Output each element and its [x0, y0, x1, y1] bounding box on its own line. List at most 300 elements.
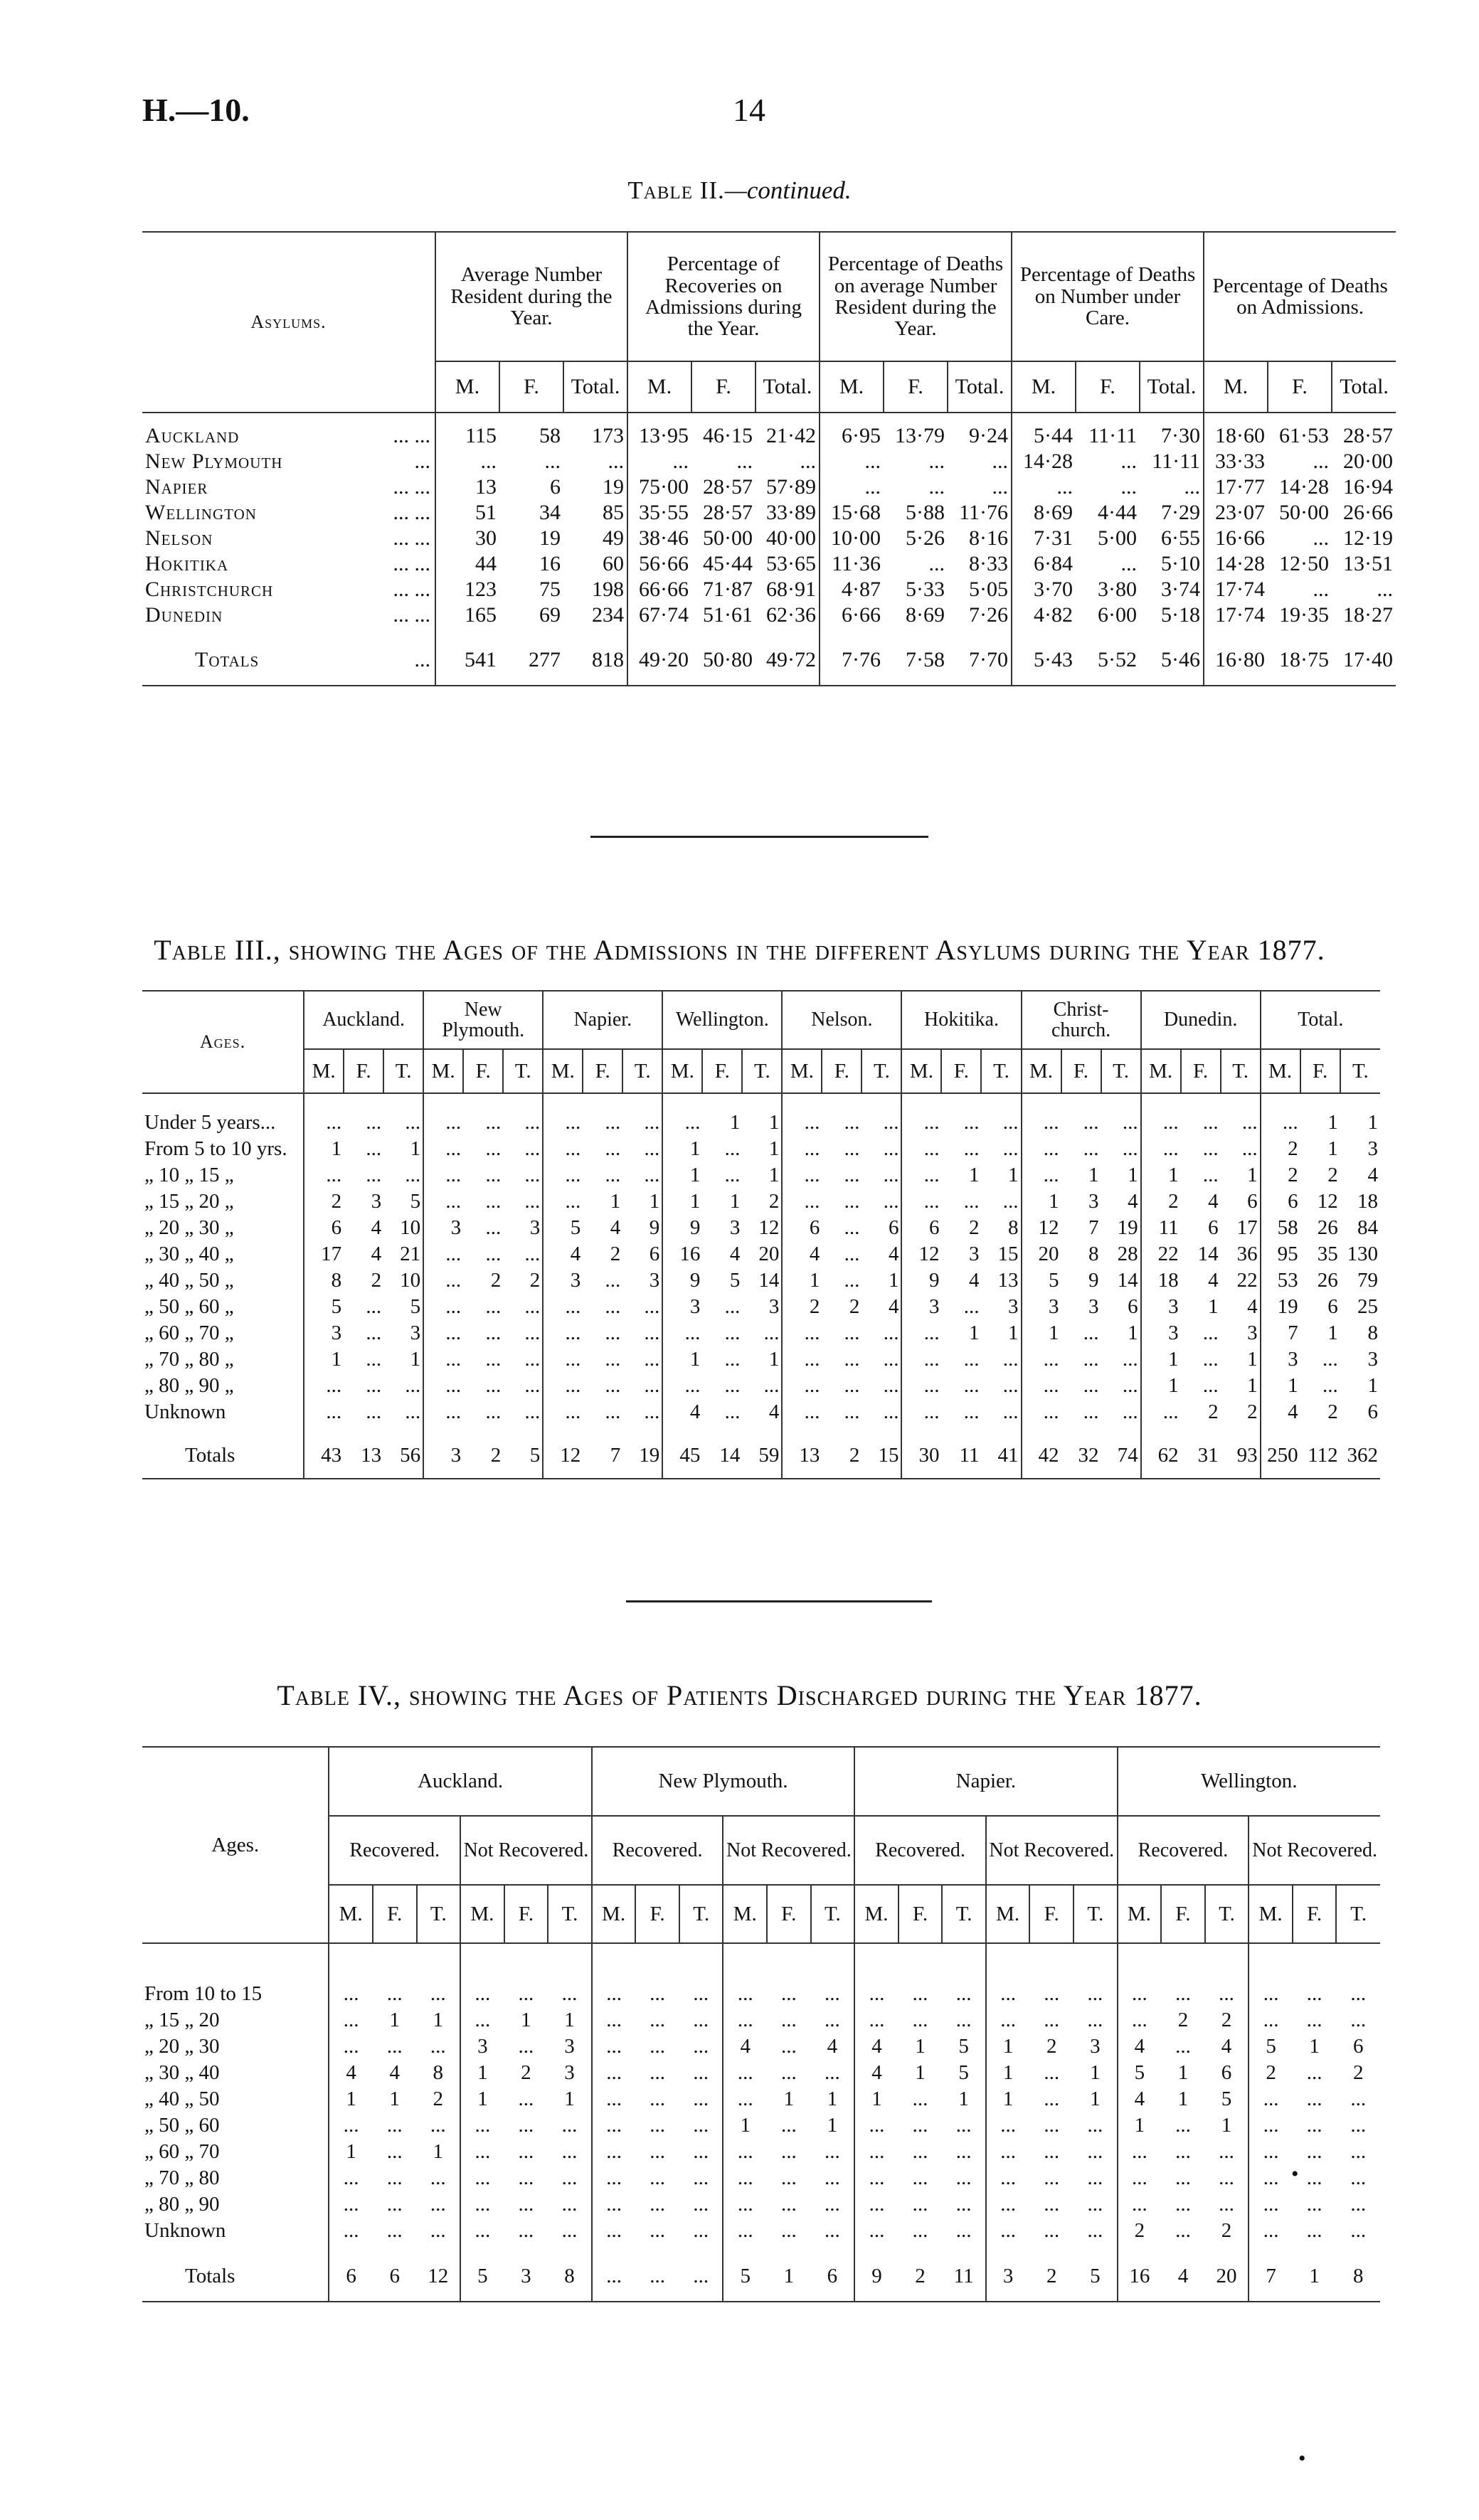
value-cell: 12	[901, 1241, 941, 1267]
total-cell: 1	[767, 2244, 811, 2302]
value-cell: ...	[723, 2165, 767, 2191]
age-label: „ 50 „ 60 „	[144, 1295, 234, 1318]
asylum-header: Christ-church.	[1022, 991, 1141, 1049]
value-cell: 2	[1249, 2060, 1293, 2086]
total-cell: 12	[543, 1425, 583, 1479]
asylum-header: Napier.	[543, 991, 662, 1049]
value-cell: ...	[782, 1320, 822, 1346]
value-cell: ...	[518, 2114, 534, 2137]
value-cell: 3	[901, 1294, 941, 1320]
leader-dots: ...	[414, 648, 430, 671]
value-cell: ...	[963, 1374, 980, 1397]
value-cell: ...	[650, 1982, 666, 2005]
total-cell: 74	[1101, 1425, 1141, 1479]
subheader-cell: T.	[862, 1049, 901, 1093]
total-cell: 2	[1029, 2244, 1074, 2302]
asylum-name	[142, 526, 435, 551]
subheader-cell: M.	[1141, 1049, 1181, 1093]
value-cell: 2	[1208, 1400, 1219, 1423]
subheader-cell: F.	[822, 1049, 862, 1093]
subheader-cell: M.	[1012, 361, 1076, 413]
value-cell: ...	[1175, 1982, 1191, 2005]
value-cell: 4	[543, 1241, 583, 1267]
value-cell: ...	[592, 2033, 636, 2060]
value-cell: ...	[955, 2140, 972, 2163]
value-cell: ...	[650, 2140, 666, 2163]
subheader-cell: F.	[583, 1049, 622, 1093]
value-cell: 1	[1177, 2061, 1189, 2084]
value-cell: ...	[1141, 1399, 1181, 1425]
value-cell: ...	[1044, 2167, 1060, 2189]
subheader-cell: M.	[1249, 1885, 1293, 1943]
value-cell: 5	[304, 1294, 344, 1320]
value-cell: 67·74	[627, 602, 691, 628]
value-cell: 69	[539, 603, 561, 627]
value-cell: 18	[1357, 1190, 1378, 1213]
asylum-header: Auckland.	[329, 1747, 591, 1816]
value-cell: ...	[524, 1295, 541, 1318]
status-header: Not Recovered.	[1249, 1816, 1380, 1885]
value-cell: 4	[827, 2035, 838, 2058]
total-cell: 362	[1340, 1425, 1380, 1479]
value-cell: 1	[329, 2139, 373, 2165]
table-row	[142, 526, 1396, 551]
value-cell: ...	[524, 1111, 541, 1134]
value-cell: ...	[1322, 1348, 1338, 1371]
age-label: „ 50 „ 60	[144, 2114, 220, 2137]
value-cell: 1	[1088, 1164, 1099, 1186]
value-cell: ...	[329, 1943, 373, 2007]
value-cell: 51·61	[703, 603, 753, 627]
value-cell: 6	[649, 1243, 660, 1265]
value-cell: ...	[518, 1982, 534, 2005]
age-label: „ 30 „ 40	[144, 2061, 220, 2084]
value-cell: 6	[1261, 1189, 1300, 1215]
asylum-name	[142, 474, 435, 500]
value-cell: ...	[724, 1400, 741, 1423]
asylum-name	[142, 413, 435, 449]
value-cell: ...	[763, 1374, 780, 1397]
value-cell: ...	[854, 2007, 898, 2033]
total-cell: 17·40	[1332, 628, 1396, 686]
table-row	[142, 2218, 1380, 2244]
value-cell: 14·28	[1204, 551, 1268, 577]
subheader-cell: M.	[820, 361, 884, 413]
value-cell: 21	[400, 1243, 421, 1265]
total-cell: ...	[679, 2244, 723, 2302]
value-cell: 16·94	[1343, 475, 1394, 499]
totals-label: Totals	[142, 1425, 304, 1479]
value-cell: ...	[883, 1322, 899, 1344]
value-cell: ...	[854, 2191, 898, 2218]
value-cell: 8	[1367, 1322, 1378, 1344]
value-cell: 1	[1008, 1164, 1019, 1186]
table-row	[142, 2033, 1380, 2060]
value-cell: ...	[963, 1295, 980, 1318]
value-cell: 1	[1309, 2035, 1320, 2058]
value-cell: ...	[782, 1162, 822, 1189]
value-cell: ...	[1350, 1982, 1367, 2005]
value-cell: 5	[410, 1190, 421, 1213]
value-cell: ...	[485, 1111, 502, 1134]
table-row	[142, 2086, 1380, 2112]
total-cell: 16·80	[1204, 628, 1268, 686]
value-cell: ...	[405, 1111, 421, 1134]
table-row	[142, 1399, 1380, 1425]
value-cell: ...	[485, 1243, 502, 1265]
value-cell: 8	[304, 1267, 344, 1294]
value-cell: 11·11	[1088, 424, 1138, 447]
value-cell: ...	[543, 1346, 583, 1373]
leader-dots: ... ...	[393, 552, 430, 575]
value-cell: ...	[1087, 2219, 1103, 2242]
subheader-cell: F.	[941, 1049, 981, 1093]
value-cell: 60	[603, 552, 624, 575]
value-cell: ...	[1044, 1982, 1060, 2005]
value-cell: ...	[304, 1162, 344, 1189]
value-cell: 1	[986, 2033, 1030, 2060]
value-cell: ...	[423, 1294, 463, 1320]
age-label: „ 80 „ 90 „	[144, 1374, 234, 1397]
value-cell: ...	[1083, 1111, 1099, 1134]
asylum-header: Auckland.	[304, 991, 423, 1049]
value-cell: ...	[1012, 474, 1076, 500]
value-cell: 1	[723, 2112, 767, 2139]
value-cell: 66·66	[627, 577, 691, 602]
value-cell: 1	[662, 1189, 702, 1215]
value-cell: ...	[1175, 2140, 1191, 2163]
total-cell: 112	[1300, 1425, 1340, 1479]
subheader-cell: Total.	[1332, 361, 1396, 413]
value-cell: 18·27	[1343, 603, 1394, 627]
value-cell: 4	[854, 2033, 898, 2060]
value-cell: 6	[1352, 2035, 1364, 2058]
value-cell: 8·69	[1012, 500, 1076, 526]
value-cell: 3	[968, 1243, 980, 1265]
value-cell: 18·60	[1204, 413, 1268, 449]
age-label: „ 40 „ 50 „	[144, 1269, 234, 1292]
value-cell: 30	[435, 526, 499, 551]
value-cell: 13	[435, 474, 499, 500]
totals-row	[142, 628, 1396, 686]
value-cell: ...	[724, 1137, 741, 1160]
value-cell: ...	[854, 2218, 898, 2244]
value-cell: ...	[1083, 1374, 1099, 1397]
value-cell: 2	[433, 2088, 444, 2110]
value-cell: 58	[1261, 1215, 1300, 1241]
value-cell: 7·26	[969, 603, 1009, 627]
subheader-cell: Total.	[948, 361, 1012, 413]
age-label: „ 60 „ 70 „	[144, 1322, 234, 1344]
table3	[142, 990, 1380, 1479]
value-cell: 57·89	[766, 475, 817, 499]
value-cell: ...	[844, 1190, 860, 1213]
value-cell: ...	[423, 1093, 463, 1136]
value-cell: ...	[912, 2088, 928, 2110]
value-cell: 6	[1208, 1216, 1219, 1239]
value-cell: 40·00	[766, 526, 817, 550]
value-cell: 1	[389, 2009, 400, 2031]
value-cell: ...	[825, 2140, 840, 2163]
value-cell: 22	[1236, 1269, 1258, 1292]
value-cell: ...	[423, 1136, 463, 1162]
value-cell: 17	[1236, 1216, 1258, 1239]
value-cell: ...	[386, 2193, 403, 2216]
value-cell: 11·76	[959, 501, 1009, 524]
value-cell: 5·05	[969, 578, 1009, 601]
value-cell: ...	[1306, 2088, 1322, 2110]
value-cell: 5·33	[906, 578, 945, 601]
value-cell: 1	[827, 2088, 838, 2110]
total-cell: 16	[1118, 2244, 1162, 2302]
value-cell: ...	[386, 2140, 403, 2163]
value-cell: ...	[723, 2086, 767, 2112]
value-cell: 61·53	[1279, 424, 1330, 447]
value-cell: ...	[1241, 1111, 1258, 1134]
value-cell: 4	[1118, 2086, 1162, 2112]
value-cell: ...	[485, 1400, 502, 1423]
value-cell: 71·87	[703, 578, 753, 601]
value-cell: 3	[460, 2033, 504, 2060]
value-cell: ...	[780, 2140, 797, 2163]
value-cell: ...	[650, 2193, 666, 2216]
value-cell: 2	[768, 1190, 780, 1213]
subheader-cell: F.	[1161, 1885, 1205, 1943]
value-cell: 1	[662, 1136, 702, 1162]
age-label: Unknown	[144, 1400, 226, 1423]
subheader-cell: T.	[1101, 1049, 1141, 1093]
value-cell: ...	[423, 1373, 463, 1399]
asylum-header: Total.	[1261, 991, 1380, 1049]
value-cell: ...	[1249, 2165, 1293, 2191]
value-cell: 9	[649, 1216, 660, 1239]
table3-caption: Table III., showing the Ages of the Admissions in the different Asylums during the Year 1877.	[154, 934, 1325, 966]
value-cell: 3	[1367, 1137, 1378, 1160]
value-cell: 8·69	[906, 603, 945, 627]
value-cell: 51	[435, 500, 499, 526]
value-cell: ...	[1306, 2061, 1322, 2084]
status-header: Not Recovered.	[460, 1816, 592, 1885]
value-cell: 4	[888, 1295, 899, 1318]
value-cell: ...	[844, 1374, 860, 1397]
asylum-label: Dunedin	[145, 603, 223, 627]
value-cell: ...	[1002, 1400, 1019, 1423]
value-cell: ...	[780, 2114, 797, 2137]
value-cell: 1	[1367, 1374, 1378, 1397]
value-cell: ...	[825, 1982, 840, 2005]
total-cell: ...	[592, 2244, 636, 2302]
value-cell: ...	[423, 1320, 463, 1346]
asylum-label: Napier	[145, 475, 208, 499]
value-cell: 1	[1090, 2061, 1101, 2084]
value-cell: ...	[780, 2193, 797, 2216]
subheader-cell: M.	[782, 1049, 822, 1093]
total-cell: 7	[1249, 2244, 1293, 2302]
age-label: „ 70 „ 80	[144, 2167, 220, 2189]
value-cell: ...	[329, 2112, 373, 2139]
asylum-name	[142, 449, 435, 474]
value-cell: ...	[825, 2193, 840, 2216]
value-cell: ...	[844, 1322, 860, 1344]
asylum-header: Wellington.	[662, 991, 782, 1049]
value-cell: 14·28	[1012, 449, 1076, 474]
value-cell: ...	[1141, 1093, 1181, 1136]
value-cell: ...	[1219, 2140, 1234, 2163]
value-cell: ...	[1202, 1137, 1219, 1160]
group-header: Percentage of Deaths on average Number Resident during the Year.	[820, 232, 1012, 361]
value-cell: 44	[435, 551, 499, 577]
value-cell: 16	[539, 552, 561, 575]
table-row	[142, 1943, 1380, 2007]
value-cell: ...	[693, 2140, 709, 2163]
value-cell: 2	[1141, 1189, 1181, 1215]
value-cell: ...	[1306, 2009, 1322, 2031]
value-cell: ...	[518, 2035, 534, 2058]
value-cell: 198	[592, 578, 624, 601]
value-cell: ...	[693, 2088, 709, 2110]
value-cell: ...	[518, 2193, 534, 2216]
value-cell: ...	[650, 2219, 666, 2242]
subheader-row	[142, 1049, 1380, 1093]
total-cell: 9	[854, 2244, 898, 2302]
value-cell: 2	[1247, 1400, 1258, 1423]
value-cell: 85	[603, 501, 624, 524]
value-cell: ...	[883, 1374, 899, 1397]
value-cell: ...	[1118, 2165, 1162, 2191]
age-label: „ 70 „ 80 „	[144, 1348, 234, 1371]
value-cell: ...	[844, 1400, 860, 1423]
value-cell: 53	[1261, 1267, 1300, 1294]
value-cell: ...	[901, 1399, 941, 1425]
value-cell: ...	[304, 1373, 344, 1399]
value-cell: 7·30	[1161, 424, 1201, 447]
value-cell: 5·18	[1161, 603, 1201, 627]
value-cell: ...	[435, 449, 499, 474]
value-cell: 12	[758, 1216, 780, 1239]
age-label: „ 20 „ 30	[144, 2035, 220, 2058]
table-row	[142, 2191, 1380, 2218]
value-cell: 11·11	[1152, 450, 1201, 473]
value-cell: 4	[662, 1399, 702, 1425]
value-cell: ...	[423, 1241, 463, 1267]
value-cell: ...	[1261, 1093, 1300, 1136]
subheader-cell: M.	[423, 1049, 463, 1093]
value-cell: 6	[782, 1215, 822, 1241]
value-cell: 45·44	[703, 552, 753, 575]
value-cell: 2	[1221, 2009, 1232, 2031]
value-cell: 17·77	[1204, 474, 1268, 500]
value-cell: ...	[1022, 1162, 1061, 1189]
value-cell: 12·50	[1279, 552, 1330, 575]
value-cell: ...	[1249, 2191, 1293, 2218]
value-cell: 2	[849, 1295, 860, 1318]
value-cell: 1	[329, 2086, 373, 2112]
value-cell: ...	[825, 2167, 840, 2189]
value-cell: 9	[662, 1215, 702, 1241]
subheader-cell: F.	[373, 1885, 417, 1943]
age-label: „ 40 „ 50	[144, 2088, 220, 2110]
value-cell: 4	[723, 2033, 767, 2060]
value-cell: 1	[768, 1111, 780, 1134]
value-cell: ...	[524, 1243, 541, 1265]
value-cell: ...	[1377, 578, 1394, 601]
value-cell: 3	[1247, 1322, 1258, 1344]
value-cell: 4	[1208, 1190, 1219, 1213]
value-cell: 19	[539, 526, 561, 550]
subheader-cell: M.	[1204, 361, 1268, 413]
total-cell: 8	[1336, 2244, 1380, 2302]
total-cell: 31	[1181, 1425, 1221, 1479]
value-cell: ...	[644, 1137, 660, 1160]
value-cell: ...	[1249, 2139, 1293, 2165]
value-cell: ...	[605, 1164, 621, 1186]
total-cell: 20	[1205, 2244, 1249, 2302]
value-cell: 8·33	[969, 552, 1009, 575]
value-cell: ...	[1022, 1399, 1061, 1425]
status-header: Not Recovered.	[986, 1816, 1118, 1885]
value-cell: ...	[1044, 2114, 1060, 2137]
value-cell: ...	[1350, 2088, 1367, 2110]
total-cell: 50·80	[691, 628, 756, 686]
total-cell: 7·76	[820, 628, 884, 686]
value-cell: 5·88	[906, 501, 945, 524]
value-cell: 3	[1088, 1190, 1099, 1213]
value-cell: 115	[435, 413, 499, 449]
totals-row	[142, 2244, 1380, 2302]
value-cell: ...	[1219, 2167, 1234, 2189]
leader-dots: ... ...	[393, 424, 430, 447]
subheader-cell: T.	[622, 1049, 662, 1093]
value-cell: ...	[724, 1374, 741, 1397]
table-row	[142, 1346, 1380, 1373]
value-cell: 1	[460, 2086, 504, 2112]
value-cell: ...	[723, 2191, 767, 2218]
value-cell: ...	[1122, 1111, 1138, 1134]
value-cell: ...	[544, 450, 561, 473]
value-cell: ...	[543, 1399, 583, 1425]
value-cell: ...	[736, 450, 753, 473]
value-cell: ...	[460, 2191, 504, 2218]
subheader-cell: M.	[662, 1049, 702, 1093]
value-cell: ...	[485, 1348, 502, 1371]
value-cell: ...	[1306, 2219, 1322, 2242]
value-cell: 1	[662, 1346, 702, 1373]
total-cell: 15	[862, 1425, 901, 1479]
value-cell: ...	[485, 1295, 502, 1318]
value-cell: ...	[1184, 475, 1201, 499]
value-cell: 50·00	[703, 526, 753, 550]
value-cell: ...	[912, 2009, 928, 2031]
value-cell: 130	[1347, 1243, 1378, 1265]
value-cell: ...	[485, 1190, 502, 1213]
value-cell: ...	[592, 2112, 636, 2139]
value-cell: 2	[1177, 2009, 1189, 2031]
value-cell: 2	[968, 1216, 980, 1239]
value-cell: 17·74	[1204, 577, 1268, 602]
value-cell: 50·00	[1279, 501, 1330, 524]
value-cell: ...	[986, 2007, 1030, 2033]
subheader-cell: F.	[884, 361, 948, 413]
value-cell: ...	[844, 1348, 860, 1371]
value-cell: 1	[1177, 2088, 1189, 2110]
value-cell: ...	[955, 1982, 972, 2005]
value-cell: 12·19	[1343, 526, 1394, 550]
value-cell: 15	[997, 1243, 1019, 1265]
value-cell: 4	[1367, 1164, 1378, 1186]
value-cell: ...	[518, 2219, 534, 2242]
table-row	[142, 577, 1396, 602]
value-cell: ...	[763, 1322, 780, 1344]
